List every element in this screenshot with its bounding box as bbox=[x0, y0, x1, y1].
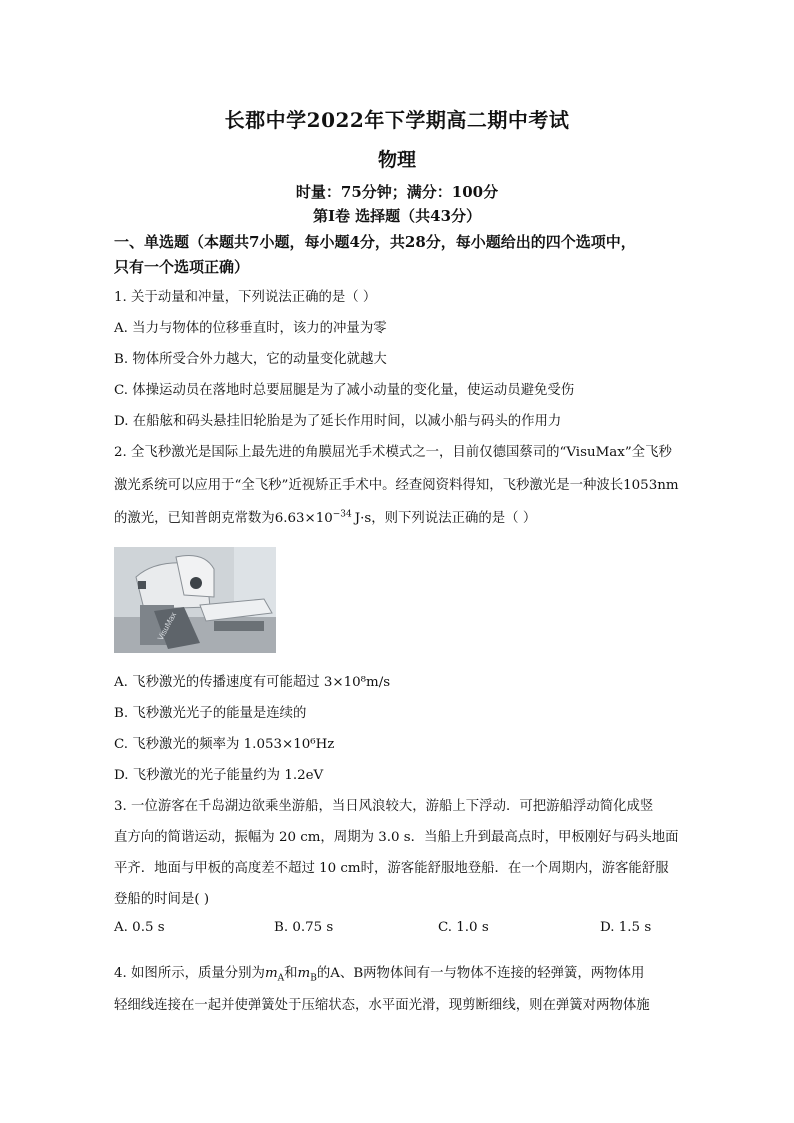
q3-option-a: A. 0.5 s bbox=[114, 920, 165, 935]
q2-stem-line3 bbox=[114, 507, 536, 526]
q3-option-b: B. 0.75 s bbox=[274, 920, 334, 935]
q2-option-d: D. 飞秒激光的光子能量约为 1.2eV bbox=[114, 768, 324, 783]
q1-option-a: A. 当力与物体的位移垂直时，该力的冲量为零 bbox=[114, 321, 387, 336]
mass-b-symbol: m bbox=[297, 966, 311, 981]
q4-stem-line2: 轻细线连接在一起并使弹簧处于压缩状态，水平面光滑，现剪断细线，则在弹簧对两物体施 bbox=[114, 998, 650, 1013]
q1-option-c: C. 体操运动员在落地时总要屈腿是为了减小动量的变化量，使运动员避免受伤 bbox=[114, 383, 575, 398]
q2-option-a: A. 飞秒激光的传播速度有可能超过 3×10⁸m/s bbox=[114, 675, 391, 690]
mass-a-subscript: A bbox=[277, 973, 285, 984]
q2-option-c: C. 飞秒激光的频率为 1.053×10⁶Hz bbox=[114, 737, 335, 752]
laser-machine-illustration bbox=[114, 547, 276, 653]
mass-b-subscript: B bbox=[310, 973, 317, 984]
q2-stem-line1: 2. 全飞秒激光是国际上最先进的角膜屈光手术模式之一，目前仅德国蔡司的“VisuMax”全飞秒 bbox=[114, 445, 672, 460]
planck-mantissa: 6.63×10 bbox=[274, 511, 333, 526]
q3-stem-line2: 直方向的简谐运动，振幅为 20 cm，周期为 3.0 s．当船上升到最高点时，甲板刚好与码头地面 bbox=[114, 830, 679, 845]
q3-stem-line1: 3. 一位游客在千岛湖边欲乘坐游船，当日风浪较大，游船上下浮动．可把游船浮动简化成竖 bbox=[114, 799, 654, 814]
q2-line3-post: ，则下列说法正确的是（ ） bbox=[371, 511, 537, 526]
section-heading-line2: 只有一个选项正确） bbox=[114, 258, 250, 276]
time-score: 时量：75分钟；满分：100分 bbox=[295, 183, 499, 201]
visumax-label: VisuMax bbox=[155, 610, 179, 642]
q3-option-d: D. 1.5 s bbox=[600, 920, 652, 935]
q3-stem-line3: 平齐．地面与甲板的高度差不超过 10 cm时，游客能舒服地登船．在一个周期内，游客能舒服 bbox=[114, 861, 669, 876]
mass-a-symbol: m bbox=[264, 966, 278, 981]
planck-exponent: −34 bbox=[332, 509, 352, 520]
q1-stem: 1. 关于动量和冲量，下列说法正确的是（ ） bbox=[114, 290, 377, 305]
planck-unit: J·s bbox=[354, 511, 372, 526]
q1-option-d: D. 在船舷和码头悬挂旧轮胎是为了延长作用时间，以减小船与码头的作用力 bbox=[114, 414, 562, 429]
q2-line3-pre: 的激光，已知普朗克常数为 bbox=[114, 511, 275, 526]
subject-title: 物理 bbox=[377, 149, 416, 171]
q3-option-c: C. 1.0 s bbox=[438, 920, 489, 935]
q4-line1-pre: 4. 如图所示，质量分别为 bbox=[114, 966, 265, 981]
q4-and: 和 bbox=[284, 966, 298, 981]
visumax-laser-photo bbox=[114, 547, 276, 653]
q3-stem-line4: 登船的时间是( ) bbox=[114, 892, 210, 907]
q4-stem-line1 bbox=[114, 962, 644, 984]
exam-title: 长郡中学2022年下学期高二期中考试 bbox=[224, 108, 570, 132]
q2-stem-line2: 激光系统可以应用于“全飞秒”近视矫正手术中。经查阅资料得知，飞秒激光是一种波长1053nm bbox=[114, 478, 679, 493]
q2-option-b: B. 飞秒激光光子的能量是连续的 bbox=[114, 706, 307, 721]
section-heading-line1: 一、单选题（本题共7小题，每小题4分，共28分，每小题给出的四个选项中， bbox=[114, 233, 636, 251]
q1-option-b: B. 物体所受合外力越大，它的动量变化就越大 bbox=[114, 352, 387, 367]
part-heading: 第Ⅰ卷 选择题（共43分） bbox=[312, 207, 482, 225]
q4-line1-post: 的A、B两物体间有一与物体不连接的轻弹簧，两物体用 bbox=[316, 966, 645, 981]
